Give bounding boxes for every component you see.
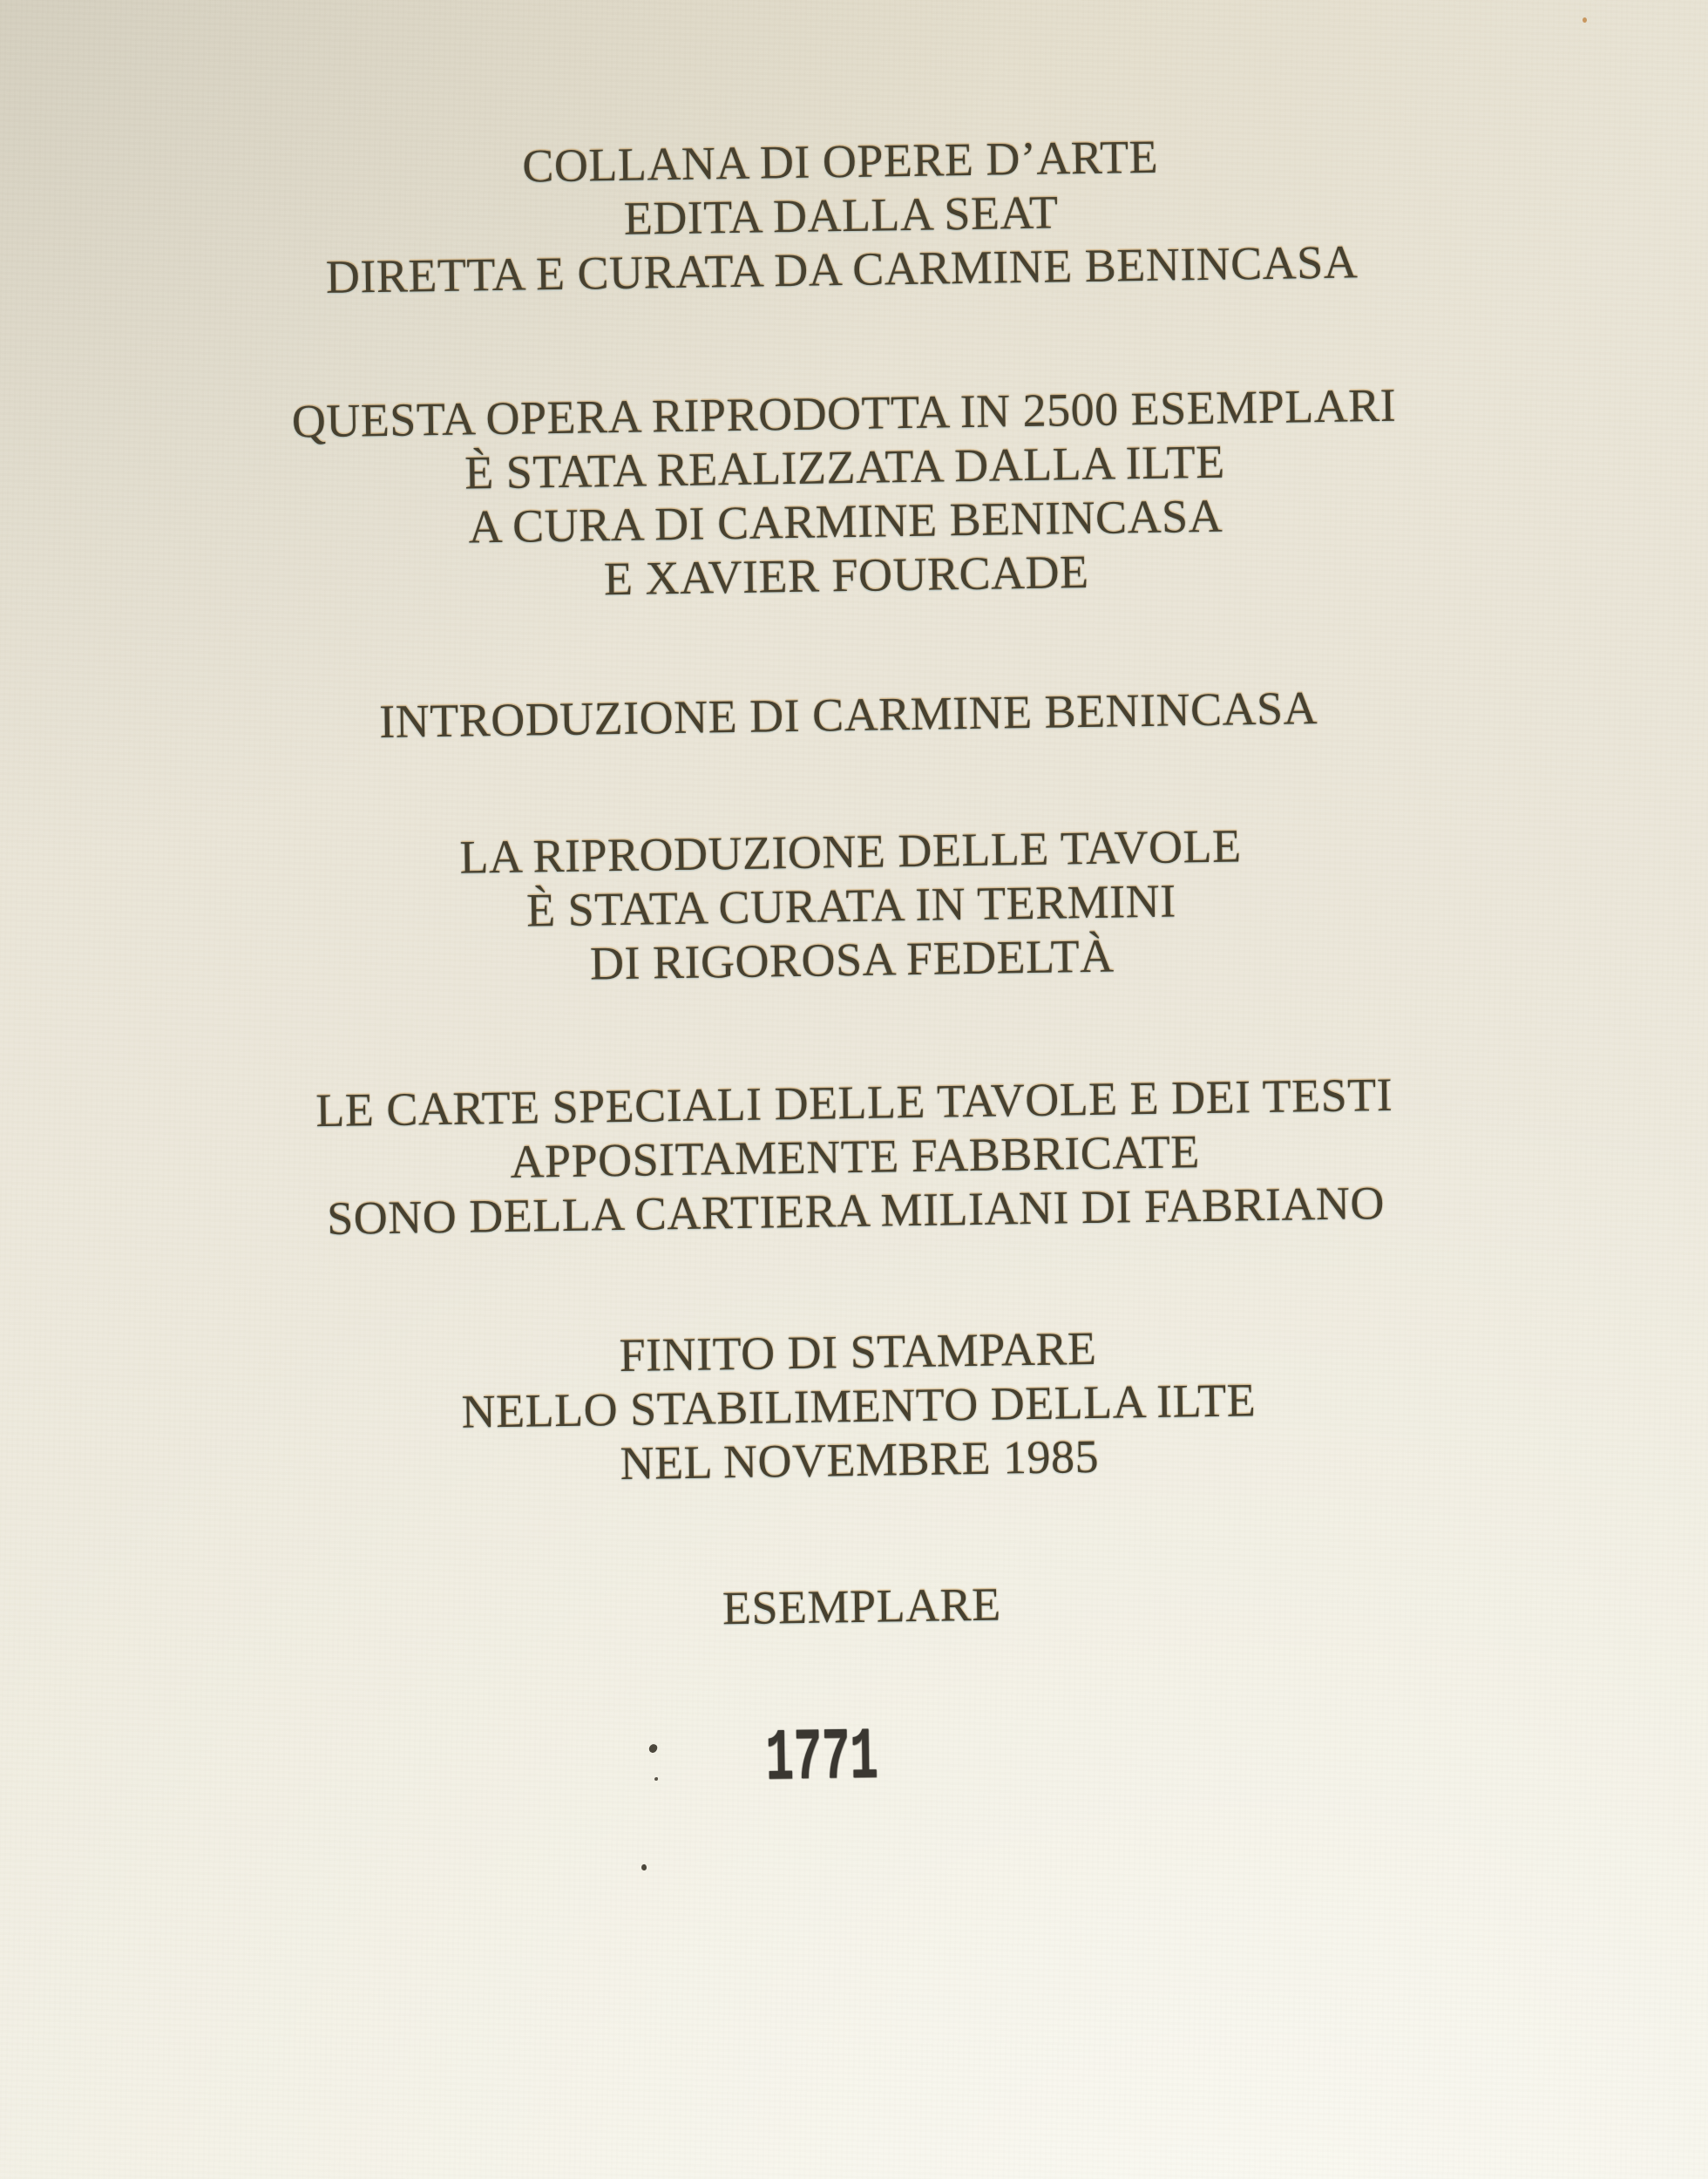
colophon-line: QUESTA OPERA RIPRODOTTA IN 2500 ESEMPLARI — [291, 378, 1397, 448]
colophon-block-reproduction — [0, 811, 1706, 999]
colophon-line: NEL NOVEMBRE 1985 — [620, 1429, 1100, 1490]
colophon-line: È STATA CURATA IN TERMINI — [525, 874, 1177, 937]
colophon-line: FINITO DI STAMPARE — [619, 1321, 1097, 1382]
colophon-line: SONO DELLA CARTIERA MILIANI DI FABRIANO — [326, 1176, 1386, 1245]
colophon-block-edition — [0, 374, 1701, 615]
colophon-line: NELLO STABILIMENTO DELLA ILTE — [461, 1374, 1257, 1438]
colophon-block-paper — [0, 1062, 1708, 1250]
colophon-line: EDITA DALLA SEAT — [623, 186, 1059, 245]
colophon-line: A CURA DI CARMINE BENINCASA — [468, 489, 1223, 553]
colophon-block-copy-label — [7, 1566, 1708, 1646]
colophon-line: E XAVIER FOURCADE — [603, 545, 1089, 606]
colophon-line: DIRETTA E CURATA DA CARMINE BENINCASA — [325, 235, 1359, 303]
colophon-line: APPOSITAMENTE FABBRICATE — [510, 1125, 1201, 1188]
copy-number-stamp: 1771 — [765, 1716, 879, 1802]
colophon-block-introduction — [0, 675, 1703, 755]
copy-number-row — [10, 1706, 1708, 1811]
colophon-block-series — [0, 122, 1696, 309]
colophon-line: LE CARTE SPECIALI DELLE TAVOLE E DEI TESTI — [315, 1068, 1393, 1137]
copy-label: ESEMPLARE — [722, 1578, 1001, 1635]
colophon-line: COLLANA DI OPERE D’ARTE — [521, 130, 1159, 193]
ink-speck — [654, 1777, 658, 1781]
colophon-line: DI RIGOROSA FEDELTÀ — [589, 929, 1115, 990]
colophon-line: È STATA REALIZZATA DALLA ILTE — [464, 435, 1226, 499]
colophon-line: INTRODUZIONE DI CARMINE BENINCASA — [378, 682, 1318, 749]
colophon-block-printing — [3, 1312, 1708, 1499]
paper-fleck — [1583, 17, 1587, 23]
colophon-line: LA RIPRODUZIONE DELLE TAVOLE — [458, 819, 1242, 884]
